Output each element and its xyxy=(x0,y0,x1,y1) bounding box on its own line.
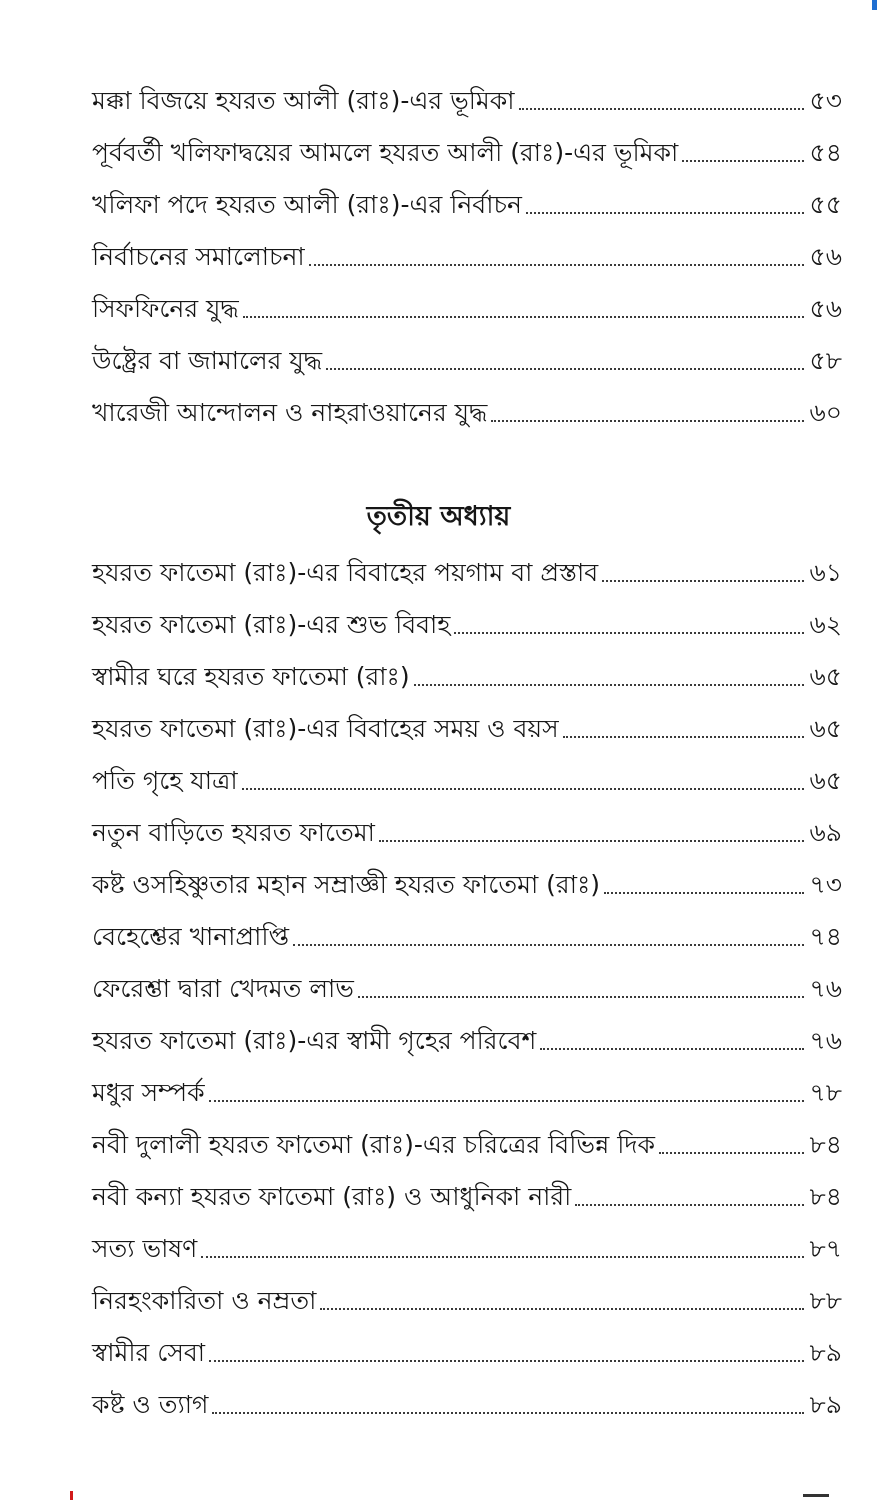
toc-entry-page: ৮৮ xyxy=(809,1286,842,1315)
toc-entry xyxy=(92,1382,842,1422)
dot-leader xyxy=(379,840,804,842)
dot-leader xyxy=(682,160,804,162)
toc-entry-title: পতি গৃহে যাত্রা xyxy=(92,766,238,795)
toc-entry-page: ৬৯ xyxy=(809,818,842,847)
toc-entry-title: স্বামীর ঘরে হযরত ফাতেমা (রাঃ) xyxy=(92,662,410,691)
dot-leader xyxy=(526,212,804,214)
dot-leader xyxy=(540,1048,804,1050)
toc-entry-title: নতুন বাড়িতে হযরত ফাতেমা xyxy=(92,818,375,847)
dot-leader xyxy=(563,736,804,738)
dot-leader xyxy=(659,1152,804,1154)
toc-entry-page: ৫৫ xyxy=(809,190,842,219)
toc-entry xyxy=(92,1330,842,1370)
toc-entry-title: সিফফিনের যুদ্ধ xyxy=(92,294,239,323)
dot-leader xyxy=(414,684,804,686)
toc-entry-page: ৫৮ xyxy=(809,346,842,375)
toc-entry-title: খারেজী আন্দোলন ও নাহরাওয়ানের যুদ্ধ xyxy=(92,398,488,427)
dot-leader xyxy=(309,264,804,266)
scan-edge-mark xyxy=(872,0,877,10)
toc-entry-title: উষ্ট্রের বা জামালের যুদ্ধ xyxy=(92,346,323,375)
toc-entry xyxy=(92,1174,842,1214)
toc-entry-page: ৮৯ xyxy=(809,1338,842,1367)
dot-leader xyxy=(243,316,804,318)
toc-entry-title: কষ্ট ওসহিষ্ণুতার মহান সম্রাজ্ঞী হযরত ফাতেমা (রাঃ) xyxy=(92,870,601,899)
toc-entry-title: পূর্ববর্তী খলিফাদ্বয়ের আমলে হযরত আলী (রাঃ)-এর ভূমিকা xyxy=(92,138,679,167)
toc-entry-title: হযরত ফাতেমা (রাঃ)-এর শুভ বিবাহ xyxy=(92,610,451,639)
dot-leader xyxy=(454,632,804,634)
toc-entry xyxy=(92,966,842,1006)
toc-entry xyxy=(92,390,842,430)
dot-leader xyxy=(326,368,804,370)
toc-entry xyxy=(92,862,842,902)
toc-entry xyxy=(92,810,842,850)
toc-entry-title: মধুর সম্পর্ক xyxy=(92,1078,205,1107)
toc-entry-page: ৮৪ xyxy=(809,1130,842,1159)
toc-entry-page: ৫৪ xyxy=(809,138,842,167)
toc-entry xyxy=(92,78,842,118)
toc-entry xyxy=(92,1278,842,1318)
toc-entry-page: ৫৬ xyxy=(809,242,842,271)
dot-leader xyxy=(209,1360,804,1362)
toc-entry-page: ৮৪ xyxy=(809,1182,842,1211)
toc-entry-page: ৬১ xyxy=(809,558,842,587)
toc-entry-page: ৭৬ xyxy=(809,1026,842,1055)
toc-entry xyxy=(92,654,842,694)
toc-entry xyxy=(92,234,842,274)
dot-leader xyxy=(212,1412,804,1414)
toc-entry xyxy=(92,1226,842,1266)
toc-entry-page: ৫৬ xyxy=(809,294,842,323)
toc-entry xyxy=(92,338,842,378)
toc-entry xyxy=(92,602,842,642)
toc-entry-title: নবী দুলালী হযরত ফাতেমা (রাঃ)-এর চরিত্রের বিভিন্ন দিক xyxy=(92,1130,655,1159)
toc-entry-page: ৭৩ xyxy=(809,870,842,899)
toc-entry-page: ৭৮ xyxy=(809,1078,842,1107)
dot-leader xyxy=(604,892,804,894)
toc-entry-title: কষ্ট ও ত্যাগ xyxy=(92,1390,209,1419)
toc-entry-page: ৬০ xyxy=(809,398,842,427)
toc-entry-page: ৬৫ xyxy=(809,662,842,691)
toc-entry-title: নবী কন্যা হযরত ফাতেমা (রাঃ) ও আধুনিকা নারী xyxy=(92,1182,572,1211)
toc-entry xyxy=(92,914,842,954)
dot-leader xyxy=(358,996,804,998)
dot-leader xyxy=(201,1256,804,1258)
dot-leader xyxy=(320,1308,804,1310)
toc-entry-title: হযরত ফাতেমা (রাঃ)-এর স্বামী গৃহের পরিবেশ xyxy=(92,1026,537,1055)
scan-edge-mark xyxy=(70,1491,73,1500)
toc-entry-page: ৭৬ xyxy=(809,974,842,1003)
toc-entry-title: মক্কা বিজয়ে হযরত আলী (রাঃ)-এর ভূমিকা xyxy=(92,86,515,115)
toc-entry-page: ৬৫ xyxy=(809,714,842,743)
toc-entry-title: সত্য ভাষণ xyxy=(92,1234,198,1263)
toc-entry xyxy=(92,286,842,326)
toc-entry-page: ৮৭ xyxy=(809,1234,842,1263)
toc-entry-page: ৫৩ xyxy=(809,86,842,115)
dot-leader xyxy=(519,108,805,110)
toc-entry-title: নিরহংকারিতা ও নম্রতা xyxy=(92,1286,317,1315)
toc-entry-title: হযরত ফাতেমা (রাঃ)-এর বিবাহের পয়গাম বা প্রস্তাব xyxy=(92,558,599,587)
toc-entry-title: খলিফা পদে হযরত আলী (রাঃ)-এর নির্বাচন xyxy=(92,190,522,219)
toc-entry xyxy=(92,758,842,798)
dot-leader xyxy=(602,580,804,582)
dot-leader xyxy=(293,944,804,946)
toc-entry-title: হযরত ফাতেমা (রাঃ)-এর বিবাহের সময় ও বয়স xyxy=(92,714,559,743)
dot-leader xyxy=(242,788,804,790)
dot-leader xyxy=(575,1204,804,1206)
toc-entry-title: স্বামীর সেবা xyxy=(92,1338,206,1367)
toc-entry-title: নির্বাচনের সমালোচনা xyxy=(92,242,305,271)
toc-entry xyxy=(92,1018,842,1058)
toc-entry xyxy=(92,550,842,590)
toc-entry xyxy=(92,706,842,746)
toc-entry-page: ৬২ xyxy=(809,610,842,639)
toc-entry-title: বেহেশ্তের খানাপ্রাপ্তি xyxy=(92,922,290,951)
toc-entry xyxy=(92,130,842,170)
toc-entry xyxy=(92,1122,842,1162)
toc-entry xyxy=(92,182,842,222)
dot-leader xyxy=(491,420,804,422)
toc-entry-title: ফেরেশ্তা দ্বারা খেদমত লাভ xyxy=(92,974,354,1003)
chapter-heading: তৃতীয় অধ্যায় xyxy=(366,501,511,532)
scan-edge-mark xyxy=(803,1494,829,1497)
toc-entry-page: ৭৪ xyxy=(809,922,842,951)
dot-leader xyxy=(209,1100,804,1102)
toc-entry xyxy=(92,1070,842,1110)
toc-entry-page: ৬৫ xyxy=(809,766,842,795)
toc-entry-page: ৮৯ xyxy=(809,1390,842,1419)
